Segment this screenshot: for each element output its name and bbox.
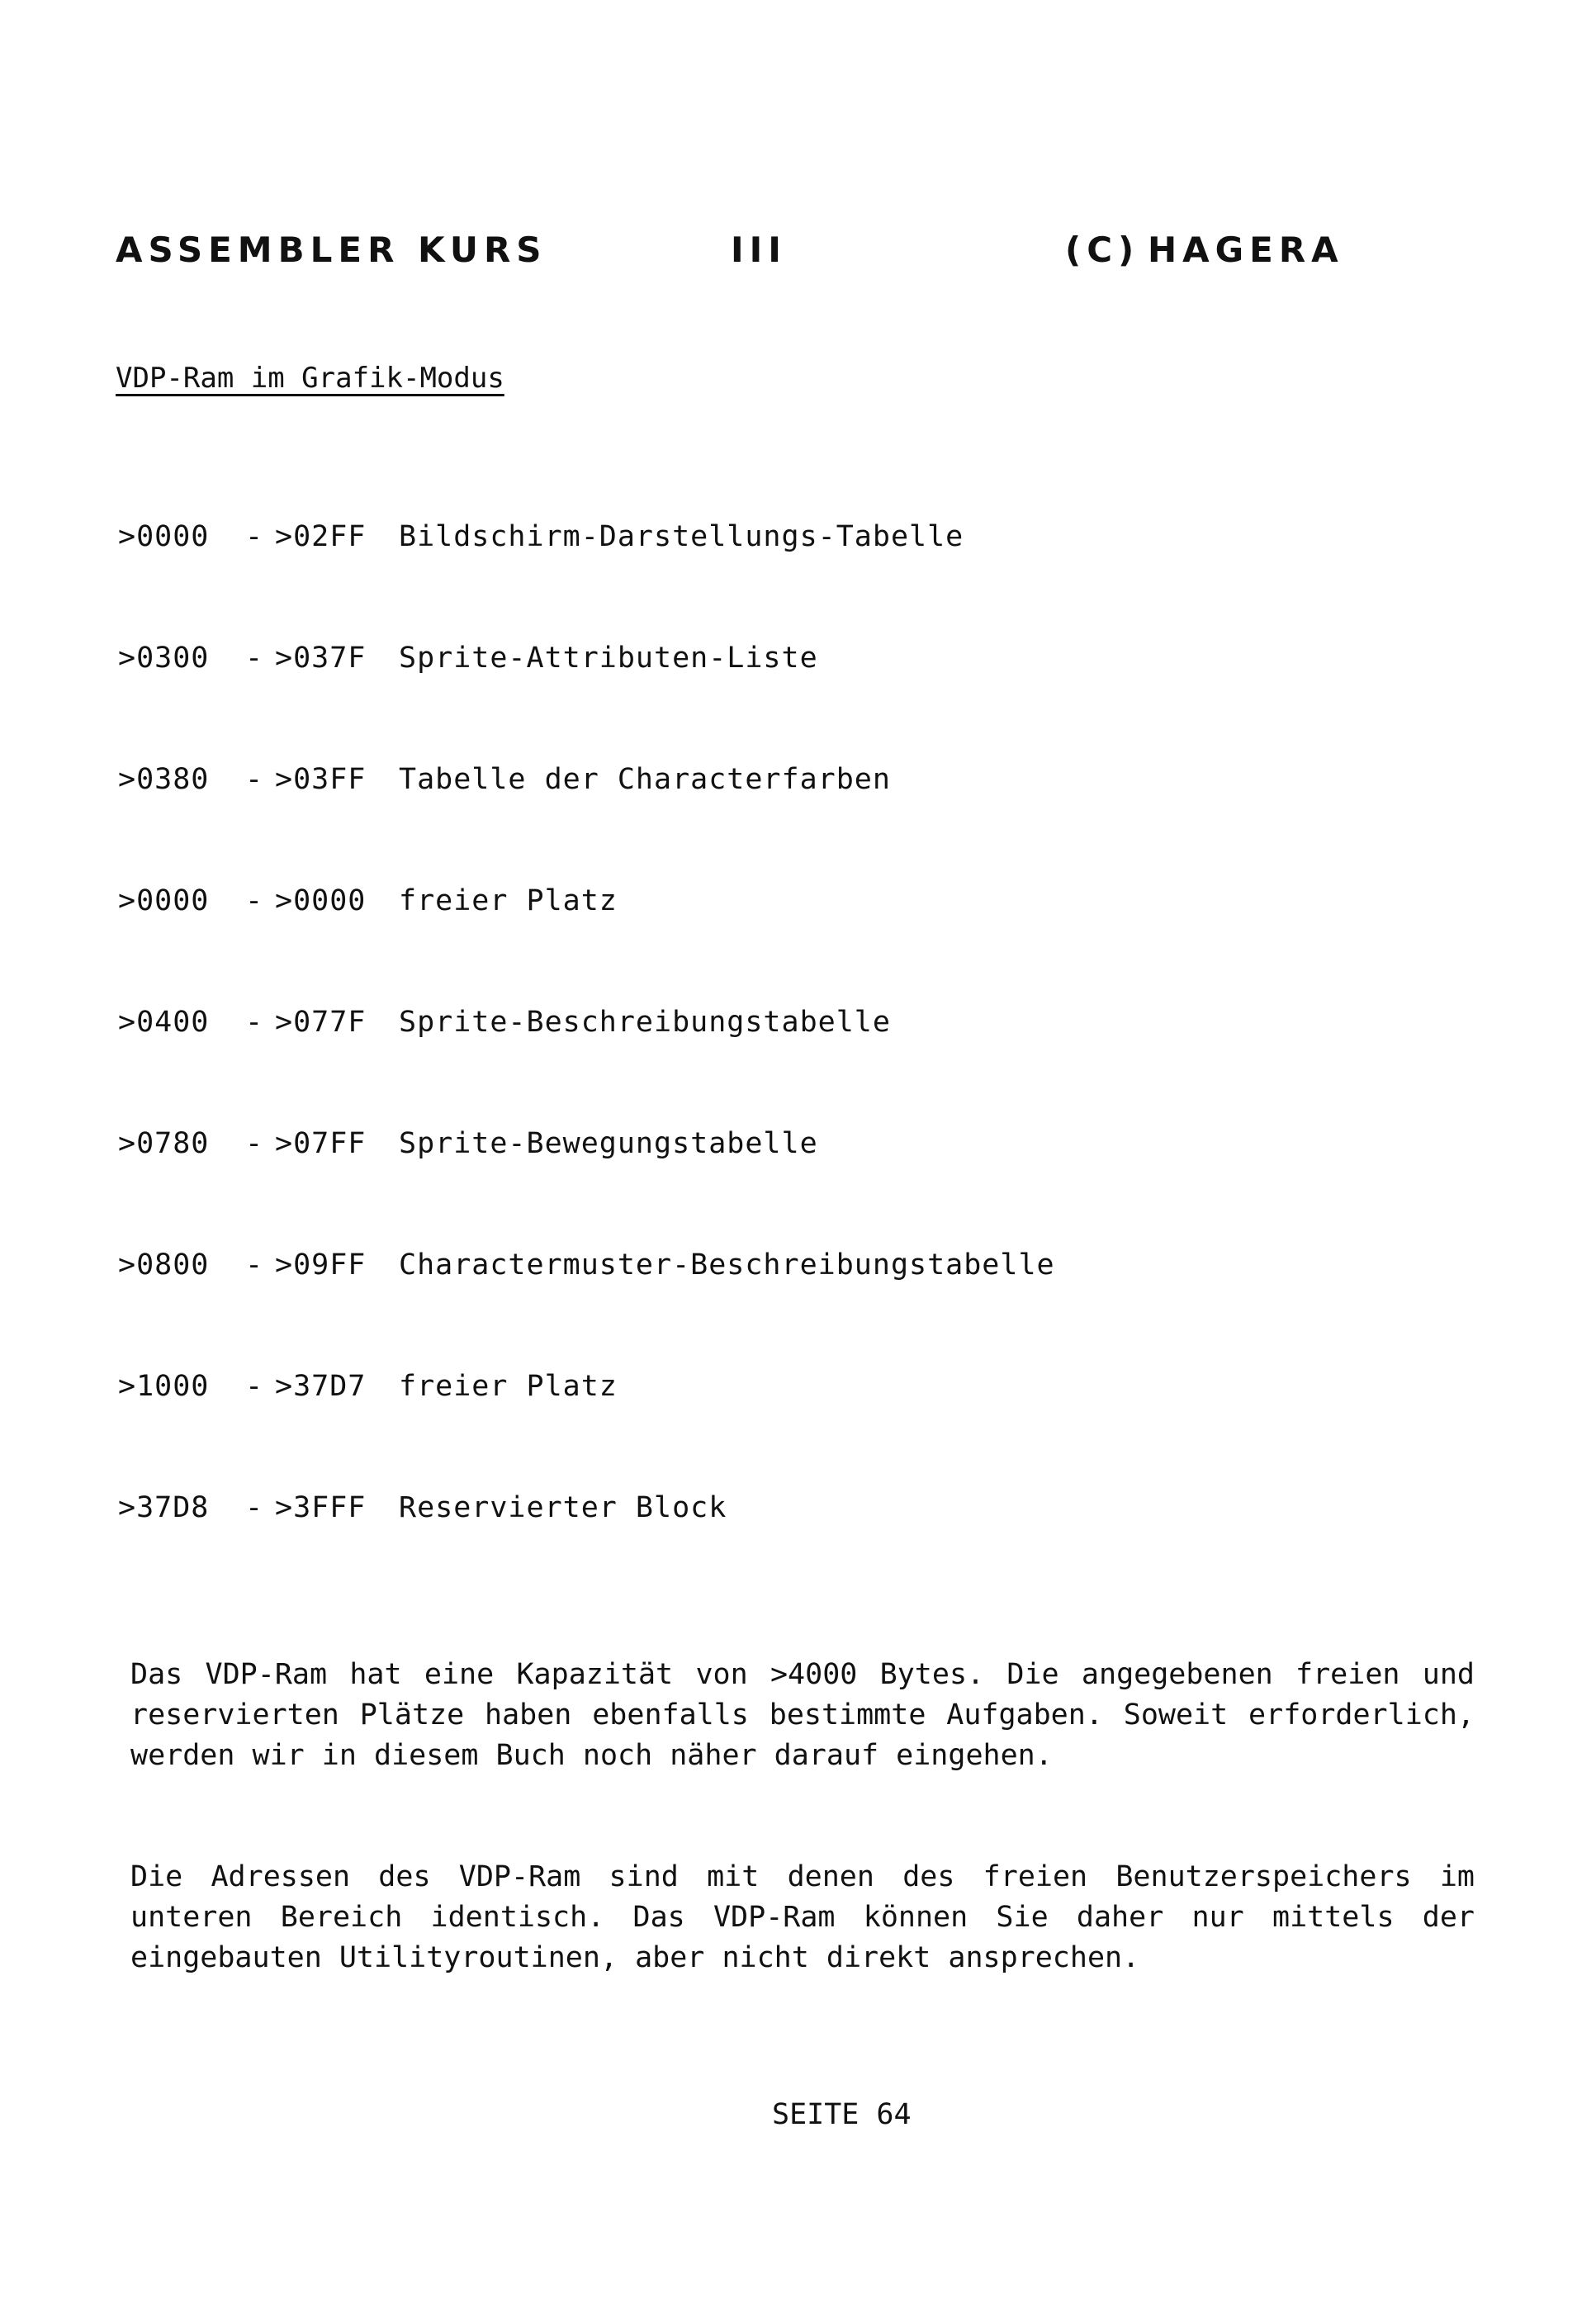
header-copyright: (C) (1065, 230, 1140, 270)
memory-map-entry (118, 1491, 1357, 1613)
range-separator: - (244, 1127, 264, 1160)
range-start: >0000 (118, 520, 210, 553)
range-end: >37D7 (275, 1370, 367, 1403)
memory-map-list (118, 520, 1357, 1613)
range-separator: - (244, 763, 264, 796)
range-description: Sprite-Beschreibungstabelle (399, 1006, 891, 1039)
memory-map-entry (118, 1006, 1357, 1127)
range-separator: - (244, 1491, 264, 1524)
range-end: >077F (275, 1006, 367, 1039)
range-start: >0780 (118, 1127, 210, 1160)
range-end: >03FF (275, 763, 367, 796)
range-description: Reservierter Block (399, 1491, 727, 1524)
range-start: >37D8 (118, 1491, 210, 1524)
range-description: freier Platz (399, 1370, 618, 1403)
range-separator: - (244, 884, 264, 917)
range-description: Bildschirm-Darstellungs-Tabelle (399, 520, 964, 553)
range-start: >0000 (118, 884, 210, 917)
range-separator: - (244, 1006, 264, 1039)
range-end: >02FF (275, 520, 367, 553)
body-paragraph: Das VDP-Ram hat eine Kapazität von >4000 Bytes. Die angegebenen freien und reservierten Plätze haben ebenfalls bestimmte Aufgaben. Soweit erforderlich, werden wir in diesem Buch noch näher darauf eingehen. (130, 1658, 1475, 1772)
range-end: >09FF (275, 1248, 367, 1282)
range-description: Sprite-Bewegungstabelle (399, 1127, 818, 1160)
range-separator: - (244, 520, 264, 553)
range-separator: - (244, 642, 264, 675)
memory-map-entry (118, 642, 1357, 763)
range-end: >037F (275, 642, 367, 675)
page-number: SEITE 64 (772, 2098, 912, 2131)
range-start: >0300 (118, 642, 210, 675)
range-start: >0800 (118, 1248, 210, 1282)
memory-map-entry (118, 1248, 1357, 1370)
memory-map-entry (118, 1127, 1357, 1248)
range-description: Charactermuster-Beschreibungstabelle (399, 1248, 1055, 1282)
range-separator: - (244, 1248, 264, 1282)
header-title: ASSEMBLER KURS (116, 230, 547, 270)
range-description: Tabelle der Characterfarben (399, 763, 891, 796)
memory-map-entry (118, 1370, 1357, 1491)
section-heading: VDP-Ram im Grafik-Modus (116, 362, 504, 395)
range-start: >0380 (118, 763, 210, 796)
header-author: HAGERA (1148, 230, 1344, 270)
range-start: >0400 (118, 1006, 210, 1039)
range-description: Sprite-Attributen-Liste (399, 642, 818, 675)
range-end: >0000 (275, 884, 367, 917)
range-end: >07FF (275, 1127, 367, 1160)
body-paragraph: Die Adressen des VDP-Ram sind mit denen des freien Benutzerspeichers im unteren Bereich identisch. Das VDP-Ram können Sie daher nur mittels der eingebauten Utilityroutinen, aber nicht direkt ansprechen. (130, 1860, 1475, 1974)
range-separator: - (244, 1370, 264, 1403)
memory-map-entry (118, 884, 1357, 1006)
range-end: >3FFF (275, 1491, 367, 1524)
range-start: >1000 (118, 1370, 210, 1403)
memory-map-entry (118, 763, 1357, 884)
header-volume: III (731, 230, 787, 270)
memory-map-entry (118, 520, 1357, 642)
page-header (116, 230, 1404, 287)
range-description: freier Platz (399, 884, 618, 917)
